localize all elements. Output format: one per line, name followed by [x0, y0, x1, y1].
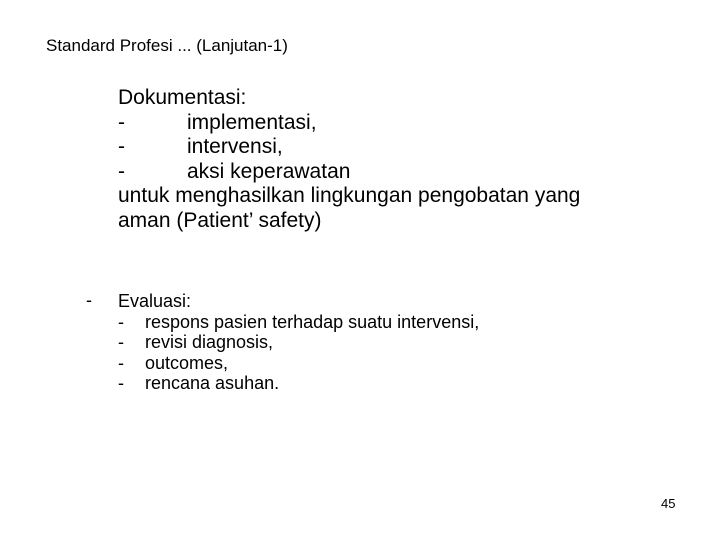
evaluation-item	[118, 312, 479, 333]
evaluation-item-text: respons pasien terhadap suatu intervensi,	[145, 311, 480, 332]
dash-marker: -	[118, 373, 124, 393]
evaluation-heading: Evaluasi:	[118, 291, 192, 311]
evaluation-item	[118, 332, 479, 353]
evaluation-item-text: outcomes,	[145, 352, 229, 373]
dash-marker: -	[118, 159, 125, 183]
evaluation-section	[118, 291, 479, 394]
documentation-item	[118, 111, 580, 136]
documentation-item-text: aksi keperawatan	[187, 159, 351, 183]
documentation-section	[118, 86, 580, 233]
documentation-heading: Dokumentasi:	[118, 86, 247, 109]
documentation-item	[118, 135, 580, 160]
slide-title: Standard Profesi ... (Lanjutan-1)	[46, 36, 288, 55]
evaluation-item	[118, 353, 479, 374]
documentation-closing-line: aman (Patient’ safety)	[118, 208, 322, 232]
dash-marker: -	[118, 332, 124, 352]
dash-marker: -	[118, 110, 125, 134]
dash-marker: -	[118, 352, 124, 373]
dash-marker: -	[118, 135, 125, 158]
evaluation-item	[118, 373, 479, 394]
page-number: 45	[661, 496, 676, 511]
documentation-closing-line: untuk menghasilkan lingkungan pengobatan yang	[118, 184, 581, 207]
documentation-item	[118, 160, 580, 185]
evaluation-item-text: revisi diagnosis,	[145, 332, 274, 352]
evaluation-bullet: -	[86, 290, 92, 310]
evaluation-item-text: rencana asuhan.	[145, 373, 280, 393]
documentation-item-text: intervensi,	[187, 135, 283, 158]
dash-marker: -	[118, 311, 124, 332]
documentation-item-text: implementasi,	[187, 110, 317, 134]
